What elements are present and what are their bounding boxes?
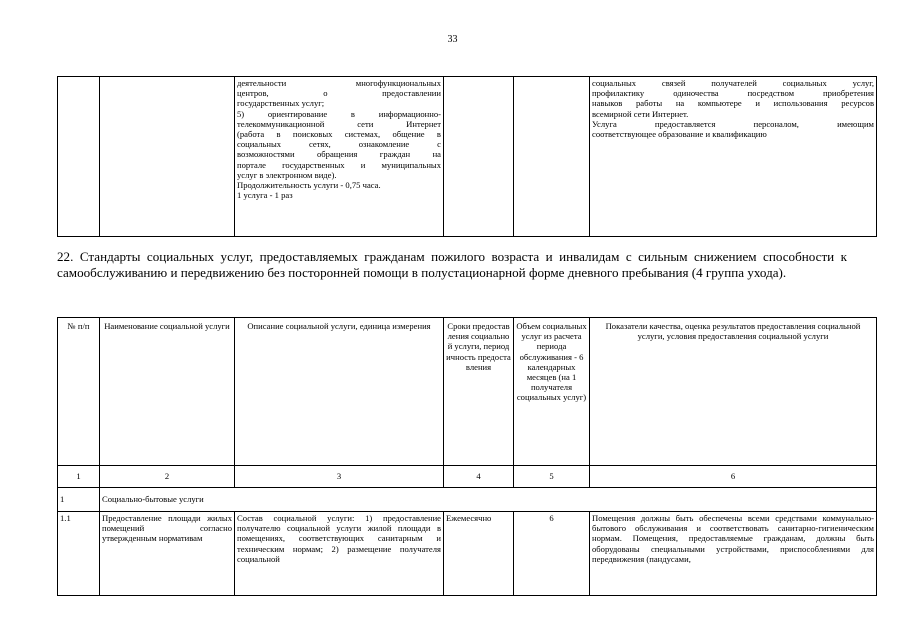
- cell-quality: [590, 77, 877, 237]
- row-num: 1.1: [58, 512, 100, 596]
- cell-volume: [514, 77, 590, 237]
- table-row: [58, 512, 877, 596]
- group-num: 1: [58, 488, 100, 512]
- text-line: всемирной сети Интернет.: [592, 108, 689, 119]
- column-number: 2: [100, 466, 235, 488]
- column-number: 4: [444, 466, 514, 488]
- cell-num: [58, 77, 100, 237]
- header-terms: Сроки предоставления социальной услуги, периодичность предоставления: [444, 318, 514, 466]
- column-number: 5: [514, 466, 590, 488]
- continued-table: [57, 76, 877, 237]
- row-service-name: Предоставление площади жилых помещений согласно утвержденным нормативам: [100, 512, 235, 596]
- text-line: навыков работы на компьютере и использования ресурсов: [592, 98, 874, 109]
- text-line: соответствующее образование и квалификацию: [592, 129, 767, 140]
- row-volume: 6: [514, 512, 590, 596]
- column-number: 6: [590, 466, 877, 488]
- text-line: социальных сетях, ознакомление с: [237, 139, 441, 150]
- text-line: Продолжительность услуги - 0,75 часа.: [237, 180, 381, 191]
- text-line: государственных услуг;: [237, 98, 325, 109]
- cell-description: [235, 77, 444, 237]
- text-line: (работа в поисковых системах, общение в: [237, 129, 441, 140]
- text-line: деятельности многофункциональных: [237, 78, 441, 88]
- page-number: 33: [447, 34, 458, 45]
- cell-name: [100, 77, 235, 237]
- header-description: Описание социальной услуги, единица измерения: [235, 318, 444, 466]
- row-description: Состав социальной услуги: 1) предоставление получателю социальной услуги жилой площади в помещениях, соответствующих санитарным и техническим нормам; 2) размещение получателя социальной: [235, 512, 444, 596]
- text-line: центров, о предоставлении: [237, 88, 441, 99]
- standards-table: [57, 317, 877, 596]
- cell-terms: [444, 77, 514, 237]
- text-line: 1 услуга - 1 раз: [237, 190, 293, 201]
- row-quality: Помещения должны быть обеспечены всеми средствами коммунально-бытового обслуживания и соответствовать санитарно-гигиеническим нормам. Помещения, предоставляемые гражданам, должны быть оборудованы специальными устройствами, приспособлениями для передвижения (пандусами,: [590, 512, 877, 596]
- group-row: [58, 488, 877, 512]
- text-line: профилактику одиночества посредством приобретения: [592, 88, 874, 99]
- column-number: 1: [58, 466, 100, 488]
- row-terms: Ежемесячно: [444, 512, 514, 596]
- text-line: возможностями обращения граждан на: [237, 149, 441, 160]
- header-num: № п/п: [58, 318, 100, 466]
- text-line: социальных связей получателей социальных услуг,: [592, 78, 874, 88]
- header-quality: Показатели качества, оценка результатов предоставления социальной услуги, условия предоставления социальной услуги: [590, 318, 877, 466]
- column-number: 3: [235, 466, 444, 488]
- text-line: Услуга предоставляется персоналом, имеющим: [592, 118, 874, 129]
- group-title: Социально-бытовые услуги: [100, 488, 877, 512]
- text-line: телекоммуникационной сети Интернет: [237, 118, 441, 129]
- text-line: услуг в электронном виде).: [237, 169, 337, 180]
- column-numbers-row: [58, 466, 877, 488]
- header-service-name: Наименование социальной услуги: [100, 318, 235, 466]
- text-line: портале государственных и муниципальных: [237, 159, 441, 170]
- header-row: [58, 318, 877, 466]
- section-heading: 22. Стандарты социальных услуг, предоставляемых гражданам пожилого возраста и инвалидам с сильным снижением способности к самообслуживанию и передвижению без посторонней помощи в полустационарной форме дневного пребывания (4 группа ухода).: [57, 249, 847, 281]
- header-volume: Объем социальных услуг из расчета периода обслуживания - 6 календарных месяцев (на 1 получателя социальных услуг): [514, 318, 590, 466]
- text-line: 5) ориентирование в информационно-: [237, 108, 441, 119]
